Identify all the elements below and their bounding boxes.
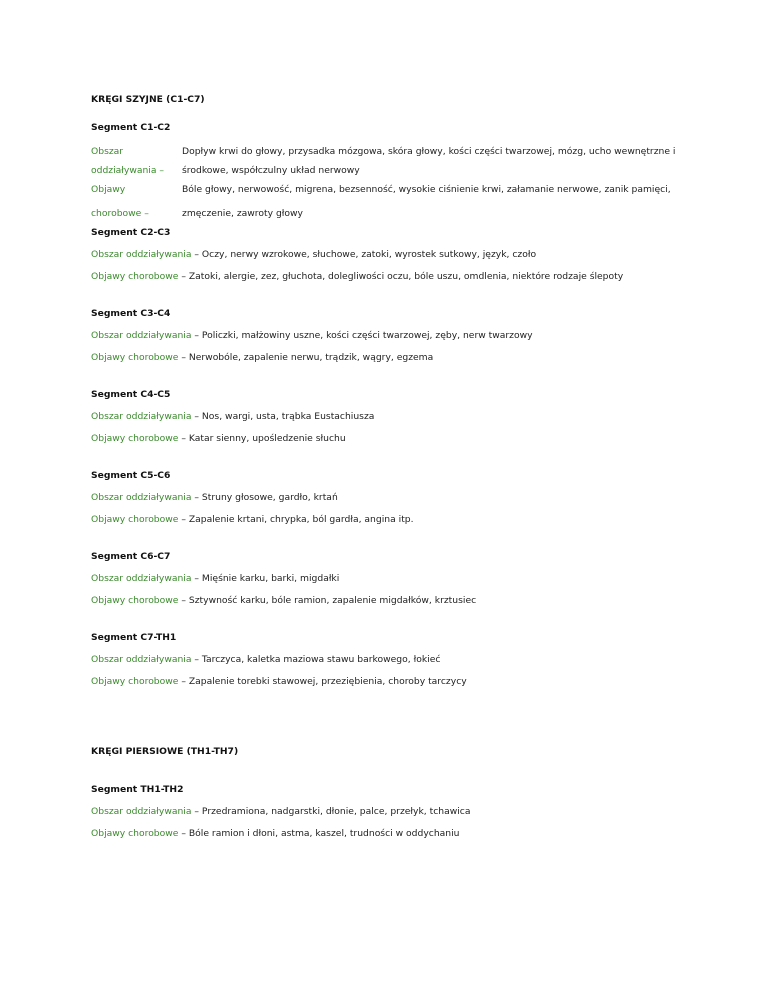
c3c4-area-line (91, 330, 533, 342)
c4c5-area-line (91, 411, 374, 423)
symptoms-text: – Bóle ramion i dłoni, astma, kaszel, trudności w oddychaniu (178, 828, 460, 839)
area-text: – Nos, wargi, usta, trąbka Eustachiusza (191, 411, 375, 422)
area-text: – Mięśnie karku, barki, migdałki (191, 573, 340, 584)
c5c6-area-line (91, 492, 338, 504)
symptoms-text: – Zapalenie krtani, chrypka, ból gardła, angina itp. (178, 514, 414, 525)
area-label: Obszar oddziaływania (91, 492, 192, 503)
area-text: – Oczy, nerwy wzrokowe, słuchowe, zatoki, wyrostek sutkowy, język, czoło (191, 249, 537, 260)
area-text: – Policzki, małżowiny uszne, kości części twarzowej, zęby, nerw twarzowy (191, 330, 533, 341)
area-label: Obszar oddziaływania (91, 249, 192, 260)
segment-title-th1-th2: Segment TH1-TH2 (91, 784, 184, 795)
c2c3-symptoms-line (91, 271, 623, 283)
th1th2-symptoms-line (91, 828, 459, 840)
c1c2-symptoms-label-1: Objawy (91, 184, 126, 195)
symptoms-label: Objawy chorobowe (91, 352, 179, 363)
area-text: – Struny głosowe, gardło, krtań (191, 492, 338, 503)
c1c2-symptoms-text-2: zmęczenie, zawroty głowy (182, 208, 303, 219)
symptoms-label: Objawy chorobowe (91, 514, 179, 525)
symptoms-text: – Nerwobóle, zapalenie nerwu, trądzik, wągry, egzema (178, 352, 434, 363)
area-label: Obszar oddziaływania (91, 573, 192, 584)
area-label: Obszar oddziaływania (91, 654, 192, 665)
segment-title-c6-c7: Segment C6-C7 (91, 551, 171, 562)
c7th1-symptoms-line (91, 676, 467, 688)
segment-title-c5-c6: Segment C5-C6 (91, 470, 171, 481)
area-text: – Tarczyca, kaletka maziowa stawu barkowego, łokieć (191, 654, 441, 665)
segment-title-c4-c5: Segment C4-C5 (91, 389, 171, 400)
symptoms-label: Objawy chorobowe (91, 828, 179, 839)
area-text: – Przedramiona, nadgarstki, dłonie, palce, przełyk, tchawica (191, 806, 471, 817)
area-label: Obszar oddziaływania (91, 411, 192, 422)
th1th2-area-line (91, 806, 471, 818)
c6c7-area-line (91, 573, 339, 585)
c1c2-symptoms-text-1: Bóle głowy, nerwowość, migrena, bezsenność, wysokie ciśnienie krwi, załamanie nerwowe, zanik pamięci, (182, 184, 671, 195)
symptoms-text: – Katar sienny, upośledzenie słuchu (178, 433, 346, 444)
symptoms-label: Objawy chorobowe (91, 676, 179, 687)
symptoms-text: – Zatoki, alergie, zez, głuchota, dolegliwości oczu, bóle uszu, omdlenia, niektóre rodzaje ślepoty (178, 271, 624, 282)
segment-title-c1-c2: Segment C1-C2 (91, 122, 171, 133)
area-label: Obszar oddziaływania (91, 330, 192, 341)
section-heading-thoracic: KRĘGI PIERSIOWE (TH1-TH7) (91, 746, 239, 757)
symptoms-label: Objawy chorobowe (91, 271, 179, 282)
c1c2-area-label-1: Obszar (91, 146, 124, 157)
c5c6-symptoms-line (91, 514, 414, 526)
symptoms-text: – Sztywność karku, bóle ramion, zapalenie migdałków, krztusiec (178, 595, 477, 606)
segment-title-c3-c4: Segment C3-C4 (91, 308, 171, 319)
section-heading-cervical: KRĘGI SZYJNE (C1-C7) (91, 94, 205, 105)
c3c4-symptoms-line (91, 352, 433, 364)
segment-title-c7-th1: Segment C7-TH1 (91, 632, 177, 643)
c4c5-symptoms-line (91, 433, 346, 445)
c7th1-area-line (91, 654, 440, 666)
symptoms-label: Objawy chorobowe (91, 595, 179, 606)
c1c2-area-text-1: Dopływ krwi do głowy, przysadka mózgowa, skóra głowy, kości części twarzowej, mózg, ucho wewnętrzne i (182, 146, 676, 157)
symptoms-label: Objawy chorobowe (91, 433, 179, 444)
segment-title-c2-c3: Segment C2-C3 (91, 227, 171, 238)
area-label: Obszar oddziaływania (91, 806, 192, 817)
c6c7-symptoms-line (91, 595, 476, 607)
c1c2-symptoms-label-2: chorobowe – (91, 208, 149, 219)
c1c2-area-label-2: oddziaływania – (91, 165, 165, 176)
c1c2-area-text-2: środkowe, współczulny układ nerwowy (182, 165, 360, 176)
c2c3-area-line (91, 249, 536, 261)
symptoms-text: – Zapalenie torebki stawowej, przeziębienia, choroby tarczycy (178, 676, 467, 687)
